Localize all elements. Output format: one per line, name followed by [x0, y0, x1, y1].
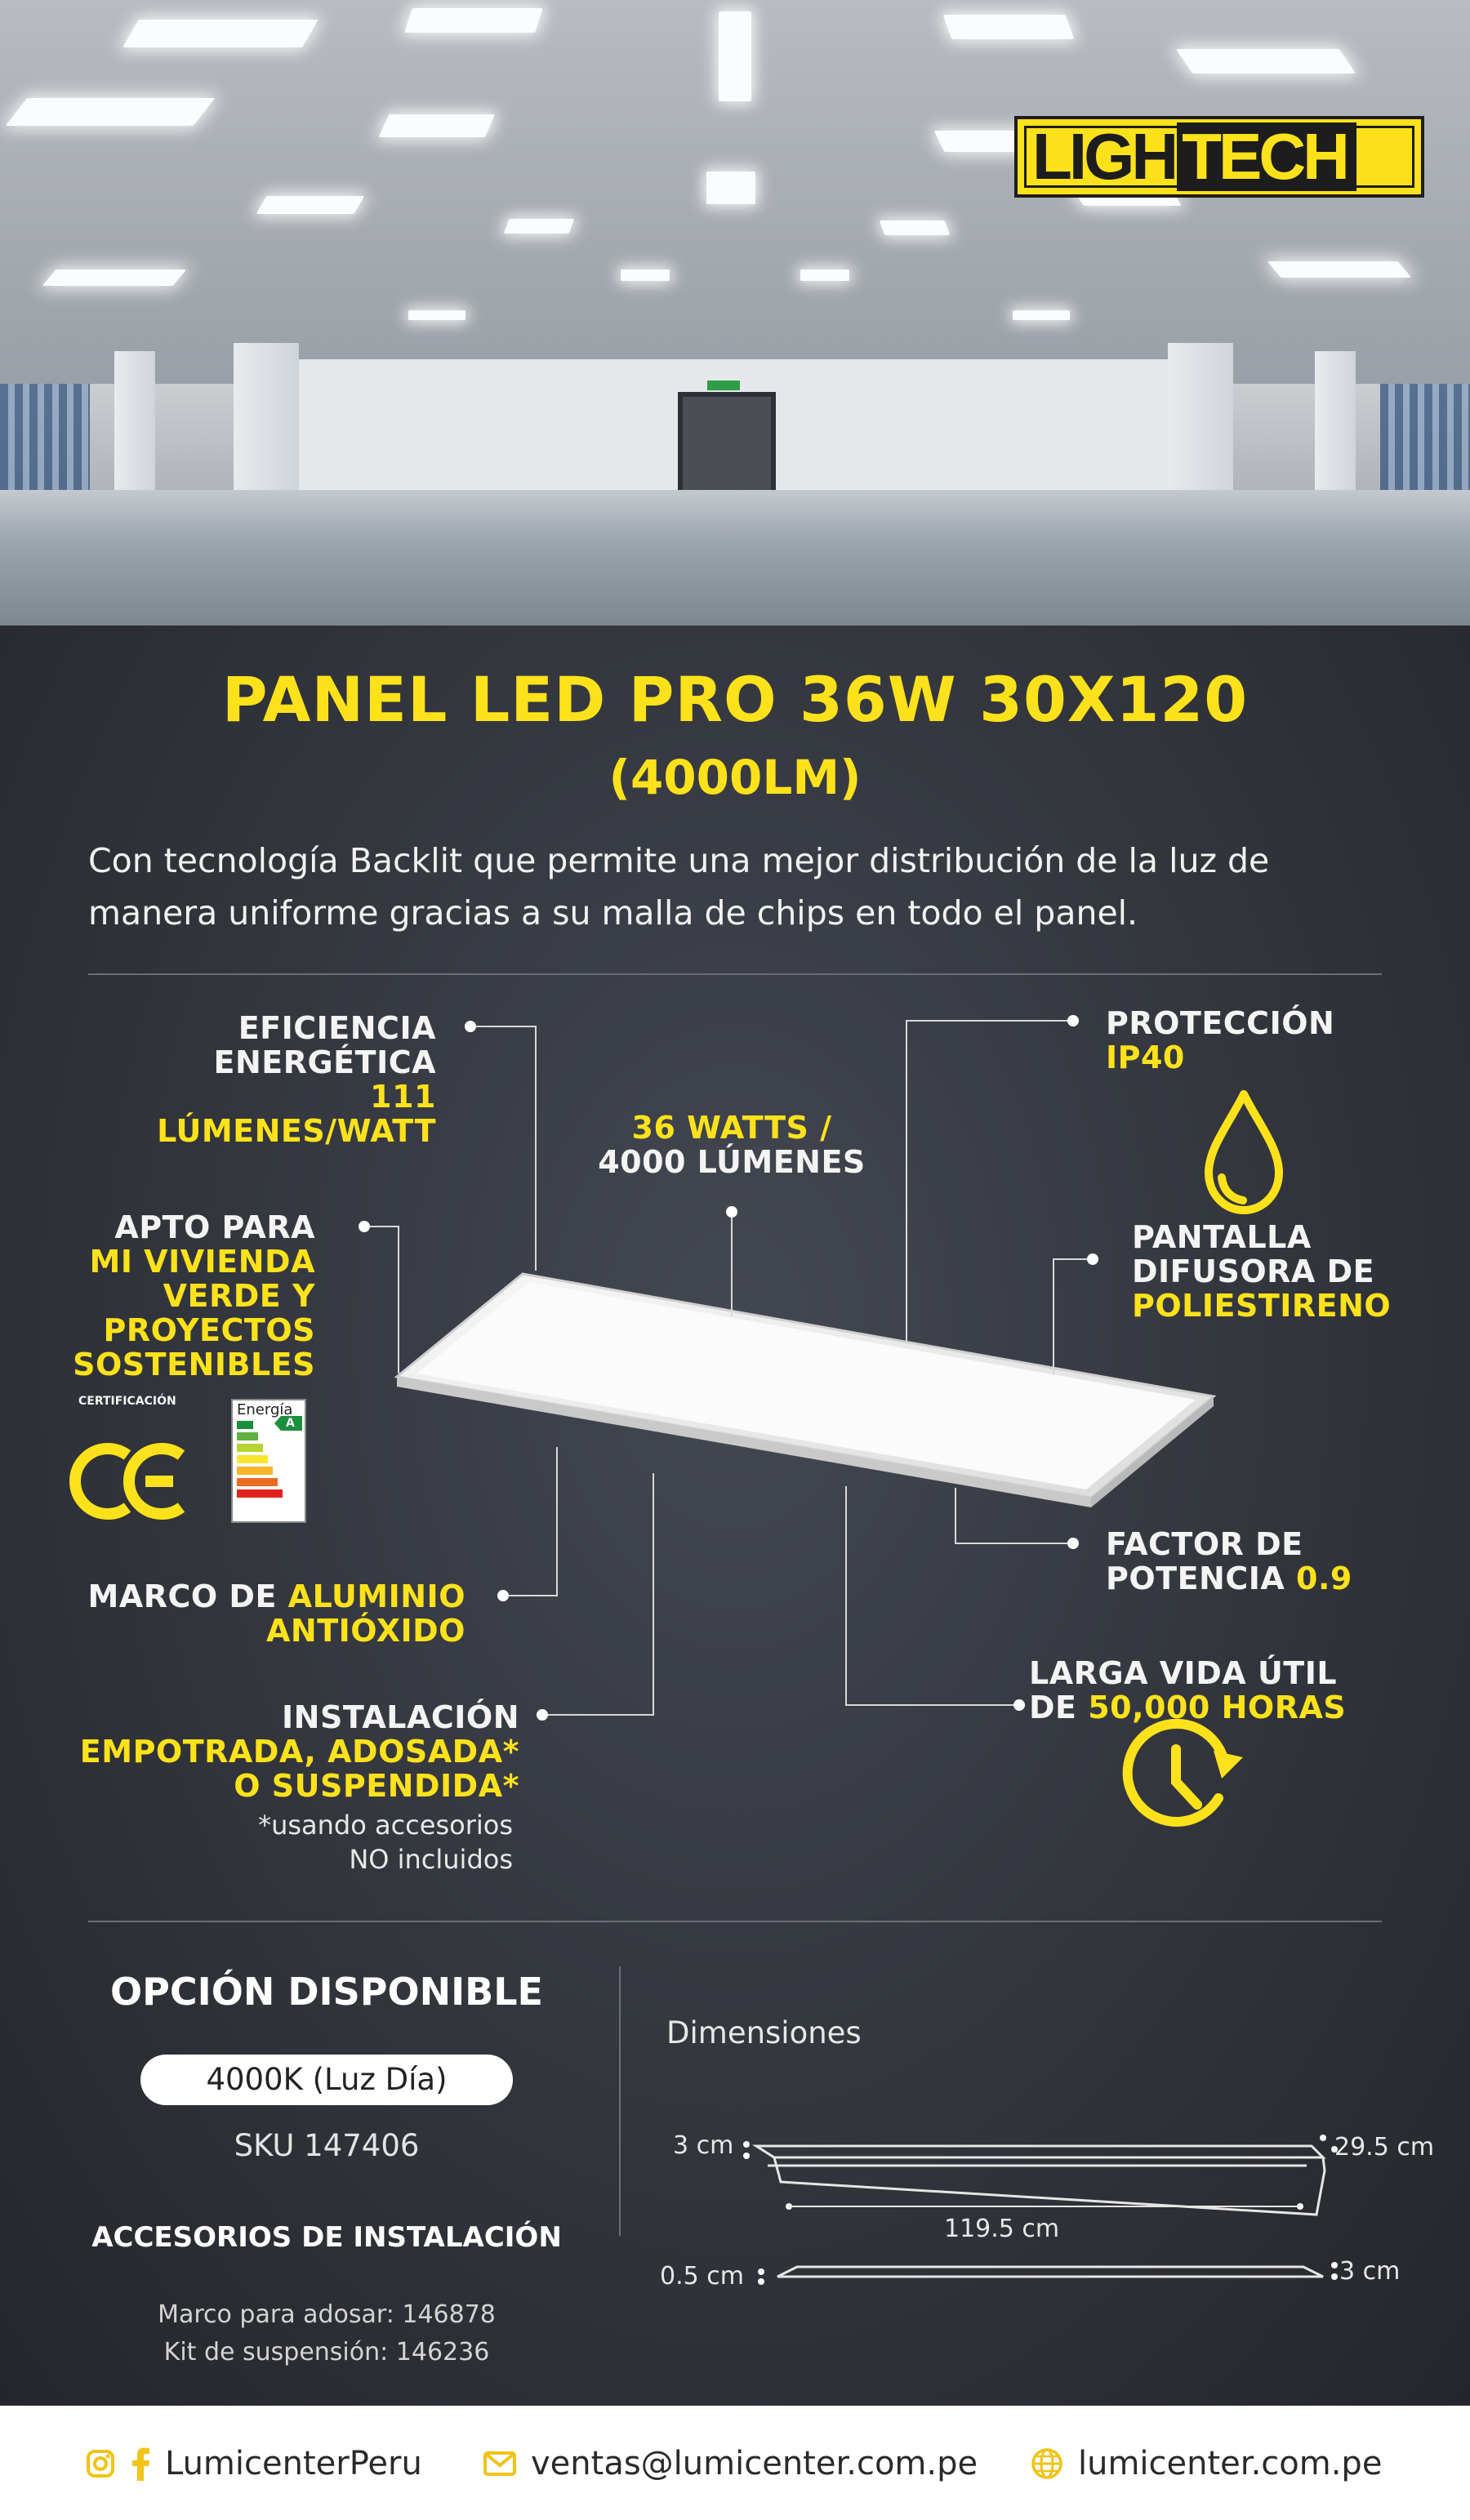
feature-apto-y2: VERDE Y [163, 1278, 315, 1314]
sku-text: SKU 147406 [234, 2128, 420, 2163]
accessory-item: Marco para adosar: 146878 [158, 2300, 496, 2329]
feature-pantalla-value: POLIESTIRENO [1132, 1288, 1392, 1324]
dim-height-label: 3 cm [673, 2131, 734, 2160]
feature-eficiencia-line1: EFICIENCIA [238, 1010, 436, 1046]
ceiling-lamp [800, 269, 849, 281]
ceiling-lamp [1176, 49, 1356, 73]
feature-vida-line1: LARGA VIDA ÚTIL [1029, 1655, 1338, 1691]
feature-pantalla-line2: DIFUSORA DE [1132, 1253, 1375, 1289]
dim-side-height-label: 0.5 cm [660, 2262, 744, 2291]
options-title: OPCIÓN DISPONIBLE [110, 1970, 543, 2014]
ceiling-lamp [122, 20, 318, 47]
dim-side-depth-label: 3 cm [1339, 2257, 1401, 2286]
lightech-logo [1014, 116, 1424, 198]
certificacion-label: CERTIFICACIÓN [78, 1395, 176, 1408]
instalacion-note-line1: *usando accesorios [258, 1810, 513, 1841]
product-description: Con tecnología Backlit que permite una mejor distribución de la luz de manera uniforme gracias a su malla de chips en todo el panel. [88, 841, 1270, 933]
feature-marco-value1: ALUMINIO [287, 1578, 466, 1614]
ceiling-lamp [880, 220, 951, 235]
ceiling-lamp [621, 269, 670, 281]
dim-width-label: 29.5 cm [1334, 2133, 1435, 2162]
ceiling-lamp [379, 114, 495, 137]
feature-instalacion-value2: O SUSPENDIDA* [234, 1768, 519, 1804]
feature-factor-prefix: POTENCIA [1106, 1561, 1297, 1596]
exit-sign [707, 381, 740, 390]
feature-instalacion-value1: EMPOTRADA, ADOSADA* [79, 1734, 519, 1770]
feature-marco-value2: ANTIÓXIDO [265, 1613, 466, 1649]
feature-apto-y4: SOSTENIBLES [73, 1347, 315, 1382]
logo-text-part1: LIGH [1032, 120, 1176, 193]
feature-watts-line2: 4000 LÚMENES [598, 1144, 866, 1180]
footer-email[interactable] [483, 2445, 978, 2482]
option-pill-4000k: 4000K (Luz Día) [140, 2055, 513, 2105]
feature-apto-y1: MI VIVIENDA [89, 1244, 315, 1280]
feature-watts-line1: 36 WATTS / [631, 1110, 832, 1146]
main-content [0, 626, 1470, 2406]
dimensions-diagram [0, 626, 1470, 2406]
ceiling-lamp [706, 171, 755, 204]
energy-class-text: A [286, 1417, 295, 1430]
dim-panel-top [756, 2146, 1323, 2157]
logo-text-part2: TECH [1177, 122, 1356, 191]
ceiling-lamp [1013, 310, 1070, 320]
footer-social-text: LumicenterPeru [165, 2445, 422, 2482]
footer-social[interactable] [85, 2445, 422, 2482]
instagram-icon[interactable] [85, 2448, 116, 2479]
window [0, 384, 90, 506]
footer-web[interactable] [1031, 2445, 1382, 2482]
feature-apto-y3: PROYECTOS [103, 1312, 315, 1348]
product-subtitle: (4000LM) [608, 750, 862, 805]
ceiling-lamp [408, 310, 466, 320]
feature-vida-prefix: DE [1029, 1690, 1089, 1725]
accessory-item: Kit de suspensión: 146236 [163, 2338, 490, 2366]
ceiling-lamp [6, 98, 216, 126]
footer-email-text: ventas@lumicenter.com.pe [531, 2445, 978, 2482]
product-title: PANEL LED PRO 36W 30X120 [221, 663, 1249, 736]
hero-office-photo [0, 0, 1470, 626]
ceiling-lamp [404, 8, 543, 33]
window [1380, 384, 1470, 506]
feature-apto-line1: APTO PARA [114, 1209, 315, 1245]
feature-eficiencia-value: 111 LÚMENES/WATT [157, 1079, 436, 1149]
feature-vida-value: 50,000 HORAS [1088, 1690, 1347, 1725]
feature-instalacion-line1: INSTALACIÓN [282, 1699, 519, 1735]
feature-eficiencia-line2: ENERGÉTICA [213, 1044, 436, 1080]
footer [0, 2406, 1470, 2520]
accessories-title: ACCESORIOS DE INSTALACIÓN [91, 2221, 562, 2254]
floor [0, 490, 1470, 626]
facebook-icon[interactable] [131, 2447, 150, 2481]
ceiling-lamp [504, 219, 575, 234]
feature-pantalla-line1: PANTALLA [1132, 1219, 1312, 1255]
energy-label-text: Energía [237, 1401, 293, 1418]
ceiling-lamp [42, 269, 187, 286]
mail-icon [483, 2451, 516, 2476]
feature-factor-value: 0.9 [1296, 1561, 1352, 1596]
feature-marco-prefix: MARCO DE [87, 1578, 288, 1614]
dim-length-label: 119.5 cm [944, 2215, 1060, 2243]
dimensions-title: Dimensiones [666, 2015, 862, 2050]
instalacion-note-line2: NO incluidos [349, 1844, 513, 1875]
ceiling-lamp [943, 15, 1075, 39]
feature-proteccion-line1: PROTECCIÓN [1106, 1005, 1335, 1041]
ceiling-lamp [1267, 261, 1412, 278]
feature-factor-line1: FACTOR DE [1106, 1526, 1303, 1562]
ceiling-lamp [719, 11, 751, 101]
dim-side-profile [777, 2267, 1323, 2277]
ceiling-lamp [256, 196, 365, 214]
globe-icon [1031, 2447, 1063, 2480]
feature-proteccion-value: IP40 [1106, 1040, 1185, 1075]
footer-web-text: lumicenter.com.pe [1078, 2445, 1383, 2482]
